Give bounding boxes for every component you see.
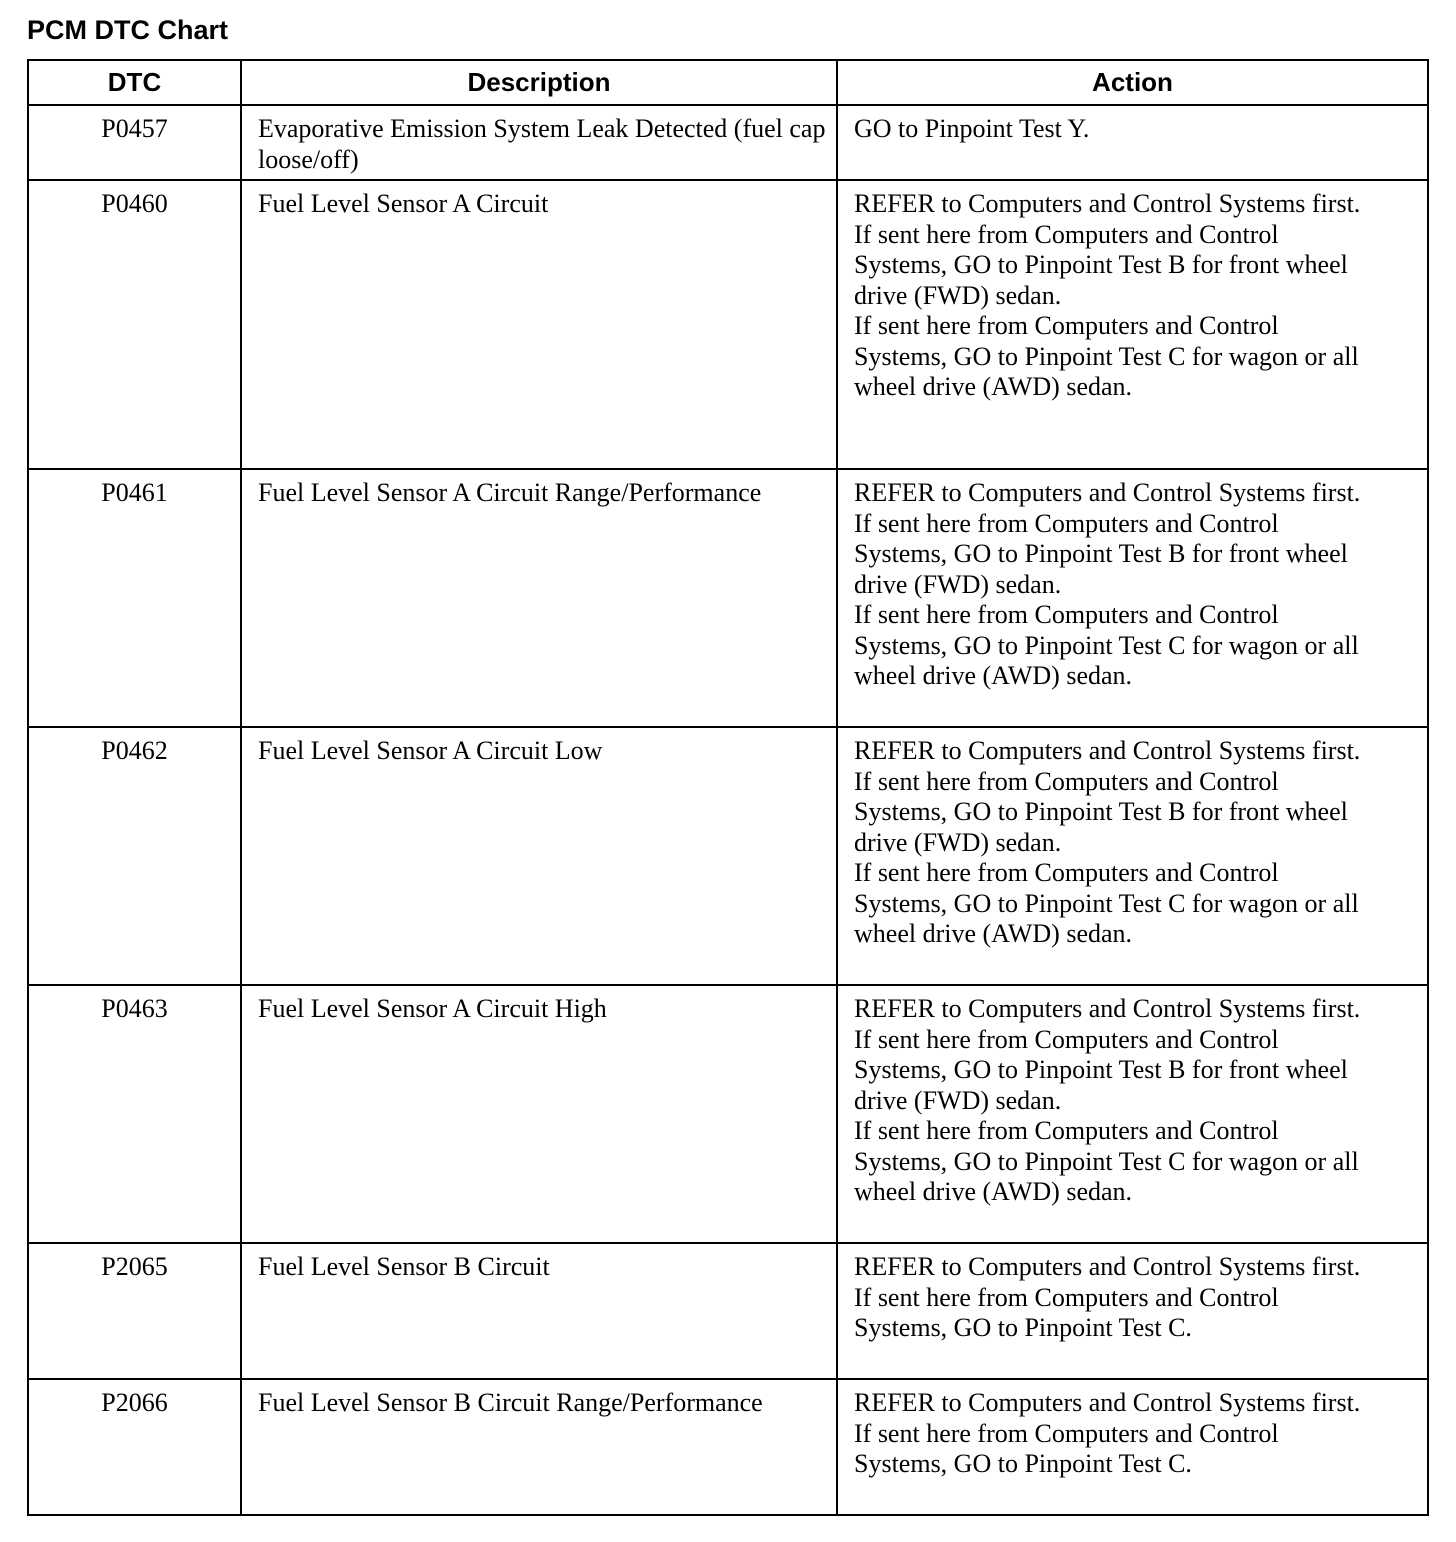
- column-header-action: Action: [837, 60, 1428, 105]
- table-row: [28, 1379, 1428, 1515]
- dtc-action: [837, 1379, 1428, 1515]
- action-text: If sent here from Computers and Control Systems, GO to Pinpoint Test C for wagon or all wheel drive (AWD) sedan.: [854, 600, 1359, 690]
- table-row: [28, 180, 1428, 469]
- table-row: [28, 727, 1428, 985]
- action-text: If sent here from Computers and Control Systems, GO to Pinpoint Test C.: [854, 1282, 1279, 1342]
- action-text: REFER to Computers and Control Systems first.: [854, 478, 1361, 507]
- action-text: If sent here from Computers and Control Systems, GO to Pinpoint Test C for wagon or all wheel drive (AWD) sedan.: [854, 858, 1359, 948]
- dtc-code: P2065: [28, 1243, 241, 1379]
- dtc-action: [837, 180, 1428, 469]
- dtc-description: Evaporative Emission System Leak Detected (fuel cap loose/off): [241, 105, 837, 180]
- dtc-description: Fuel Level Sensor A Circuit Low: [241, 727, 837, 985]
- table-row: [28, 469, 1428, 727]
- action-text: REFER to Computers and Control Systems first.: [854, 736, 1361, 765]
- dtc-action: [837, 985, 1428, 1243]
- action-text: If sent here from Computers and Control Systems, GO to Pinpoint Test B for front wheel drive (FWD) sedan.: [854, 766, 1348, 857]
- action-text: GO to Pinpoint Test Y.: [854, 114, 1090, 143]
- page-title: PCM DTC Chart: [27, 15, 228, 45]
- dtc-code: P0461: [28, 469, 241, 727]
- dtc-code: P0463: [28, 985, 241, 1243]
- action-text: REFER to Computers and Control Systems first.: [854, 1388, 1361, 1417]
- dtc-action: [837, 727, 1428, 985]
- dtc-code: P0457: [28, 105, 241, 180]
- table-header-row: [28, 60, 1428, 105]
- action-text: REFER to Computers and Control Systems first.: [854, 994, 1361, 1023]
- action-text: If sent here from Computers and Control Systems, GO to Pinpoint Test B for front wheel drive (FWD) sedan.: [854, 219, 1348, 310]
- action-text: If sent here from Computers and Control Systems, GO to Pinpoint Test B for front wheel drive (FWD) sedan.: [854, 1024, 1348, 1115]
- column-header-dtc: DTC: [28, 60, 241, 105]
- action-text: REFER to Computers and Control Systems first.: [854, 1252, 1361, 1281]
- action-text: If sent here from Computers and Control Systems, GO to Pinpoint Test C for wagon or all wheel drive (AWD) sedan.: [854, 311, 1359, 401]
- action-text: If sent here from Computers and Control Systems, GO to Pinpoint Test B for front wheel drive (FWD) sedan.: [854, 508, 1348, 599]
- table-row: [28, 105, 1428, 180]
- column-header-description: Description: [241, 60, 837, 105]
- dtc-description: Fuel Level Sensor A Circuit Range/Performance: [241, 469, 837, 727]
- dtc-code: P0462: [28, 727, 241, 985]
- dtc-description: Fuel Level Sensor A Circuit High: [241, 985, 837, 1243]
- dtc-action: [837, 1243, 1428, 1379]
- dtc-action: [837, 105, 1428, 180]
- table-row: [28, 985, 1428, 1243]
- dtc-description: Fuel Level Sensor B Circuit Range/Performance: [241, 1379, 837, 1515]
- dtc-code: P2066: [28, 1379, 241, 1515]
- action-text: REFER to Computers and Control Systems first.: [854, 189, 1361, 218]
- action-text: If sent here from Computers and Control Systems, GO to Pinpoint Test C for wagon or all wheel drive (AWD) sedan.: [854, 1116, 1359, 1206]
- dtc-description: Fuel Level Sensor A Circuit: [241, 180, 837, 469]
- action-text: If sent here from Computers and Control Systems, GO to Pinpoint Test C.: [854, 1418, 1279, 1478]
- dtc-action: [837, 469, 1428, 727]
- dtc-code: P0460: [28, 180, 241, 469]
- dtc-table: [27, 59, 1429, 1516]
- table-row: [28, 1243, 1428, 1379]
- dtc-description: Fuel Level Sensor B Circuit: [241, 1243, 837, 1379]
